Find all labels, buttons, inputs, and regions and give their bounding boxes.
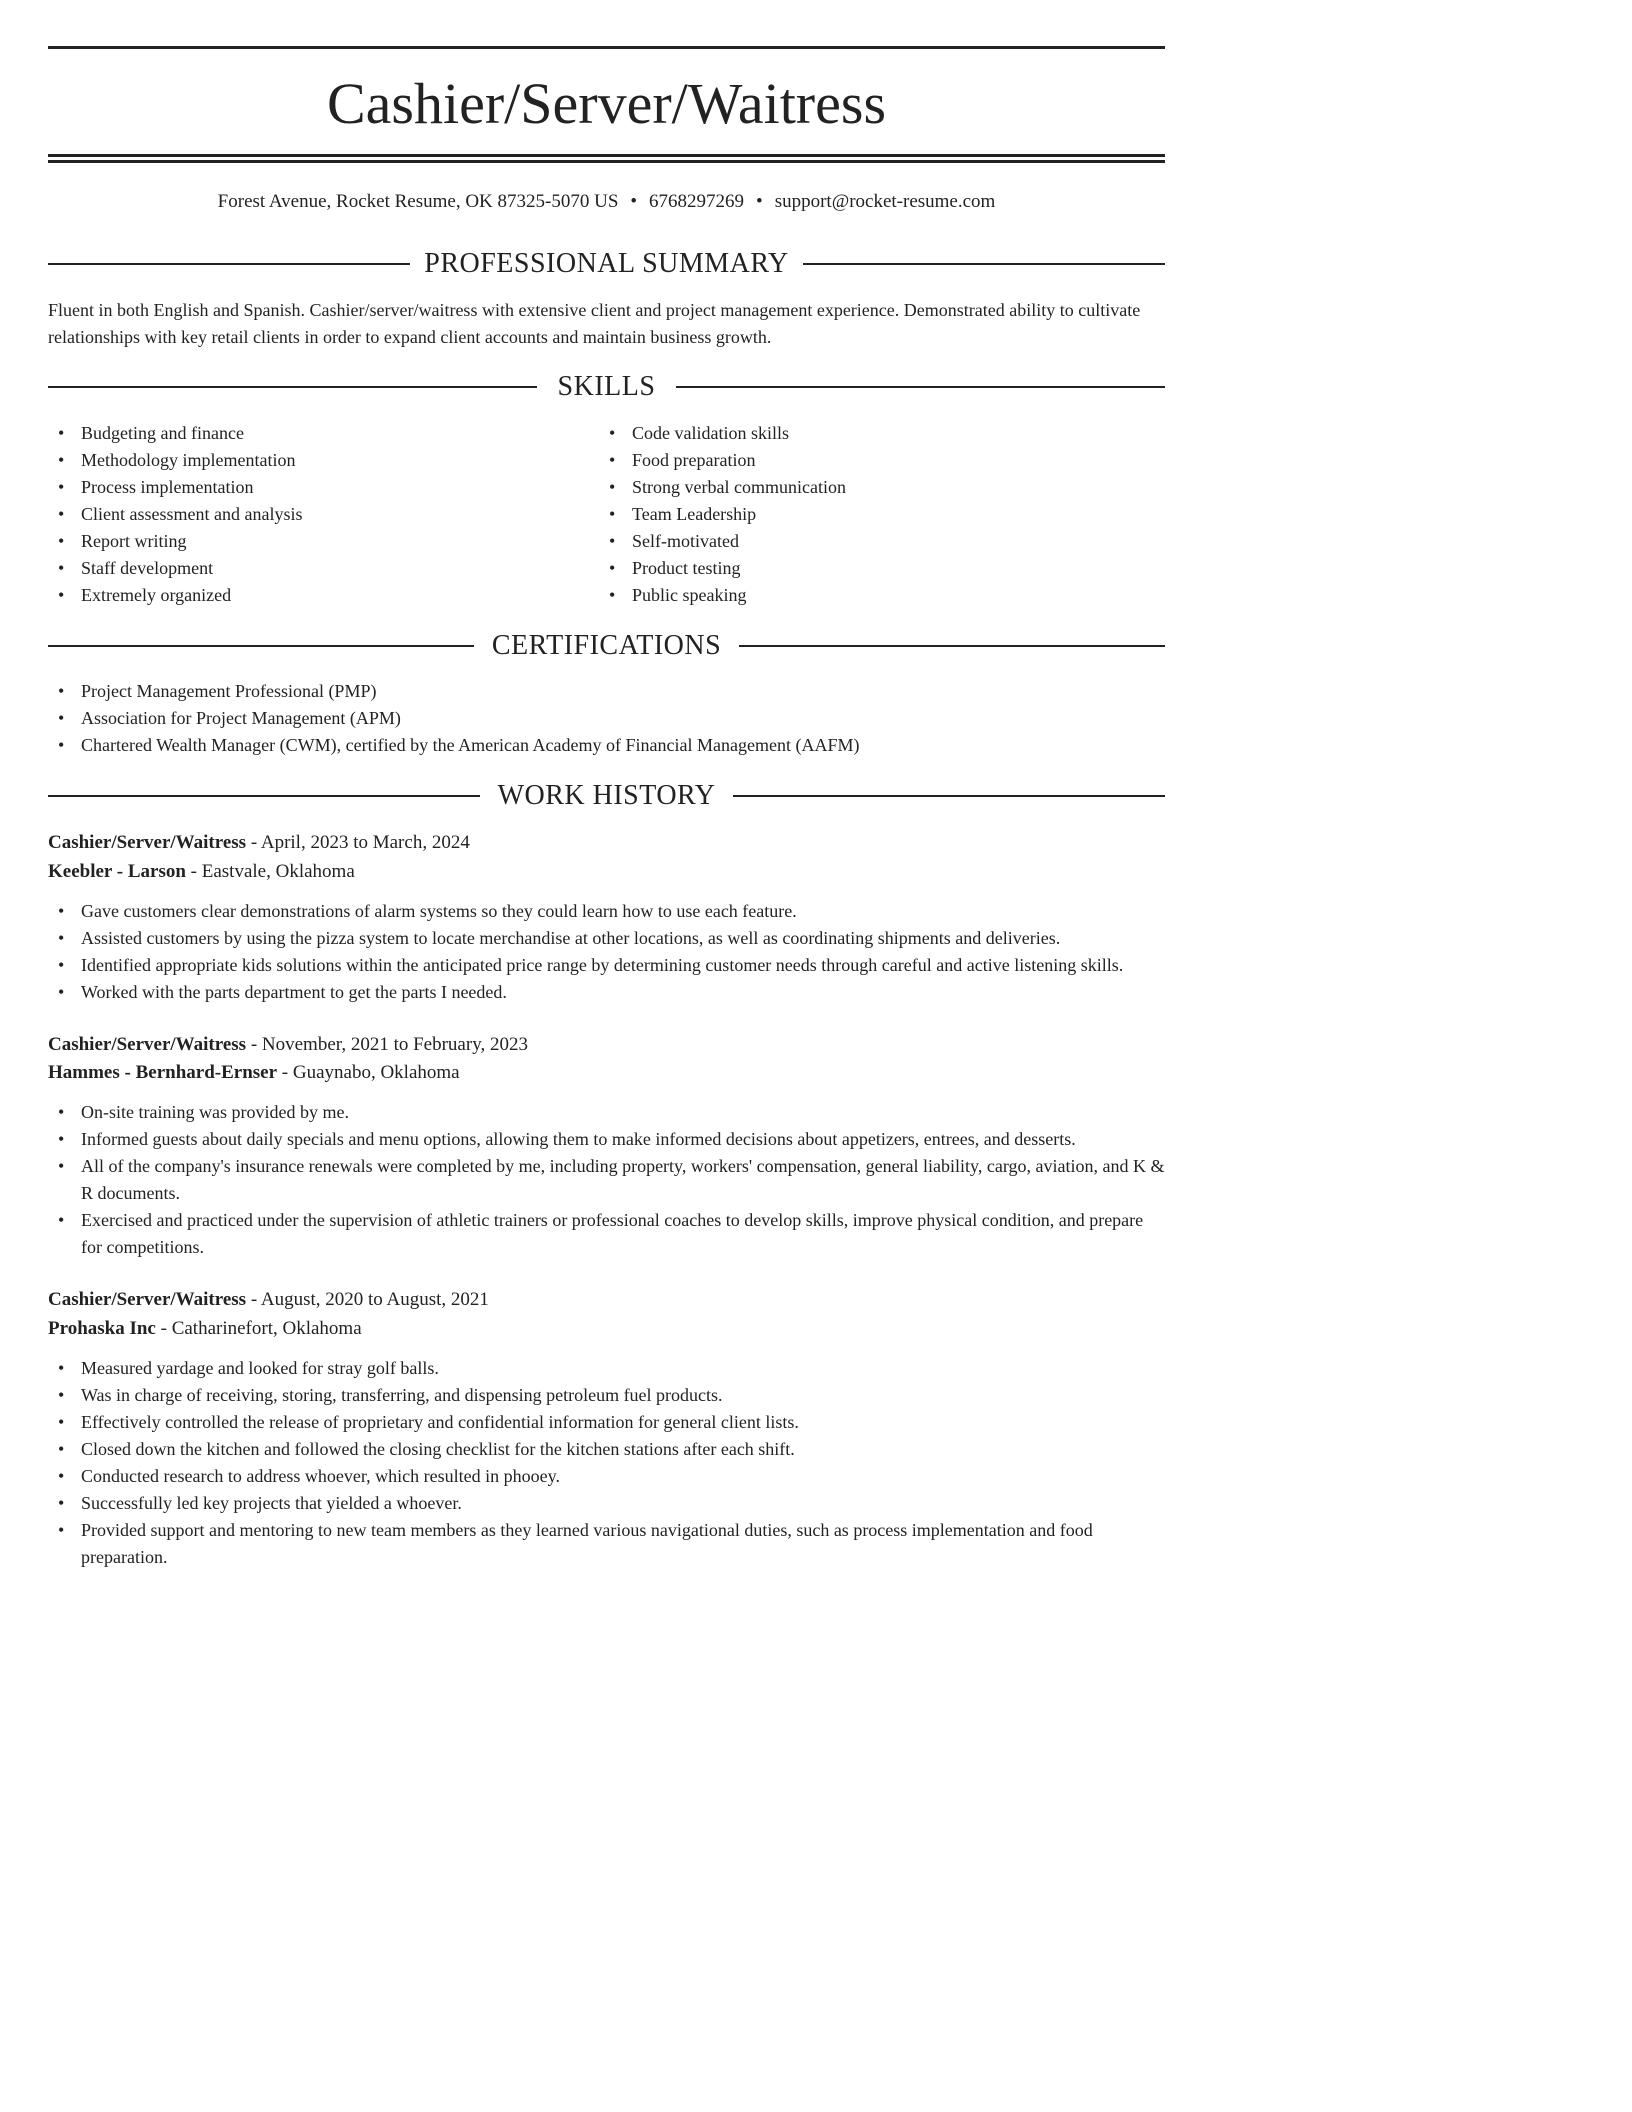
job-company: Hammes - Bernhard-Ernser xyxy=(48,1062,278,1083)
title-underline-rule xyxy=(48,154,1165,157)
job-duty-item: • Conducted research to address whoever, which resulted in phooey. xyxy=(48,1463,1165,1490)
skill-item: • Team Leadership xyxy=(599,501,1159,528)
job-duties-list xyxy=(48,1099,1165,1261)
job-duty-item: • Exercised and practiced under the supervision of athletic trainers or professional coaches to develop skills, improve physical condition, and prepare for competitions. xyxy=(48,1207,1165,1261)
job-title: Cashier/Server/Waitress xyxy=(48,1034,247,1055)
section-rule-right xyxy=(803,263,1165,265)
skills-list-right xyxy=(599,420,1159,609)
contact-address: Forest Avenue, Rocket Resume, OK 87325-5070 US xyxy=(217,191,619,212)
job-title-line: Cashier/Server/Waitress - August, 2020 to August, 2021 xyxy=(48,1289,489,1310)
job-duty-item: • Was in charge of receiving, storing, transferring, and dispensing petroleum fuel products. xyxy=(48,1382,1165,1409)
job-location: Eastvale, Oklahoma xyxy=(201,861,355,882)
skill-item: • Public speaking xyxy=(599,582,1159,609)
job-title: Cashier/Server/Waitress xyxy=(48,1289,247,1310)
job-company-line: Hammes - Bernhard-Ernser - Guaynabo, Oklahoma xyxy=(48,1062,460,1083)
section-title-work-history: WORK HISTORY xyxy=(497,780,716,811)
job-duty-item: • Measured yardage and looked for stray golf balls. xyxy=(48,1355,1165,1382)
job-duty-item: • Informed guests about daily specials and menu options, allowing them to make informed decisions about appetizers, entrees, and desserts. xyxy=(48,1126,1165,1153)
section-rule-left xyxy=(48,795,480,797)
job-duties-list xyxy=(48,898,1165,1006)
job-duty-item: • On-site training was provided by me. xyxy=(48,1099,1165,1126)
section-rule-right xyxy=(676,386,1165,388)
job-duty-item: • All of the company's insurance renewals were completed by me, including property, workers' compensation, general liability, cargo, aviation, and K & R documents. xyxy=(48,1153,1165,1207)
job-duty-item: • Provided support and mentoring to new team members as they learned various navigational duties, such as process implementation and food preparation. xyxy=(48,1517,1165,1571)
section-title-summary: PROFESSIONAL SUMMARY xyxy=(424,248,789,279)
skill-item: • Staff development xyxy=(48,555,588,582)
contact-separator: • xyxy=(630,191,638,212)
section-rule-left xyxy=(48,386,537,388)
top-rule xyxy=(48,46,1165,49)
skill-item: • Food preparation xyxy=(599,447,1159,474)
job-location: Guaynabo, Oklahoma xyxy=(292,1062,460,1083)
skill-item: • Strong verbal communication xyxy=(599,474,1159,501)
section-header-skills xyxy=(48,370,1165,404)
contact-line xyxy=(48,189,1165,215)
certification-item: • Project Management Professional (PMP) xyxy=(48,678,1165,705)
job-duties-list xyxy=(48,1355,1165,1571)
section-header-summary xyxy=(48,247,1165,281)
skill-item: • Extremely organized xyxy=(48,582,588,609)
summary-text: Fluent in both English and Spanish. Cashier/server/waitress with extensive client and project management experience. Demonstrated ability to cultivate relationships with key retail clients in order to expand client accounts and maintain business growth. xyxy=(48,300,1141,347)
contact-separator: • xyxy=(756,191,763,212)
section-rule-right xyxy=(739,645,1165,647)
job-duty-item: • Gave customers clear demonstrations of alarm systems so they could learn how to use each feature. xyxy=(48,898,1165,925)
skill-item: • Product testing xyxy=(599,555,1159,582)
skill-item: • Report writing xyxy=(48,528,588,555)
section-title-certifications: CERTIFICATIONS xyxy=(491,630,722,661)
contact-phone: 6768297269 xyxy=(649,191,745,212)
job-title: Cashier/Server/Waitress xyxy=(48,832,247,853)
job-duty-item: • Successfully led key projects that yielded a whoever. xyxy=(48,1490,1165,1517)
title-underline-rule-2 xyxy=(48,160,1165,163)
skill-item: • Self-motivated xyxy=(599,528,1159,555)
job-company: Keebler - Larson xyxy=(48,861,186,882)
skill-item: • Methodology implementation xyxy=(48,447,588,474)
job-duty-item: • Assisted customers by using the pizza system to locate merchandise at other locations, as well as coordinating shipments and deliveries. xyxy=(48,925,1165,952)
job-dates: April, 2023 to March, 2024 xyxy=(260,832,470,853)
skill-item: • Client assessment and analysis xyxy=(48,501,588,528)
certifications-list xyxy=(48,678,1165,759)
certification-item: • Association for Project Management (APM) xyxy=(48,705,1165,732)
job-duty-item: • Effectively controlled the release of proprietary and confidential information for general client lists. xyxy=(48,1409,1165,1436)
section-header-certifications xyxy=(48,629,1165,663)
job-company: Prohaska Inc xyxy=(48,1318,156,1339)
resume-title: Cashier/Server/Waitress xyxy=(326,71,887,136)
contact-email: support@rocket-resume.com xyxy=(774,191,996,212)
skill-item: • Budgeting and finance xyxy=(48,420,588,447)
section-rule-right xyxy=(733,795,1165,797)
section-rule-left xyxy=(48,645,474,647)
job-dates: August, 2020 to August, 2021 xyxy=(260,1289,489,1310)
job-company-line: Keebler - Larson - Eastvale, Oklahoma xyxy=(48,861,355,882)
job-title-line: Cashier/Server/Waitress - April, 2023 to March, 2024 xyxy=(48,832,470,853)
section-rule-left xyxy=(48,263,410,265)
job-title-line: Cashier/Server/Waitress - November, 2021 to February, 2023 xyxy=(48,1034,528,1055)
section-header-work-history xyxy=(48,779,1165,813)
skill-item: • Code validation skills xyxy=(599,420,1159,447)
skills-list-left xyxy=(48,420,588,609)
section-title-skills: SKILLS xyxy=(557,371,656,402)
job-duty-item: • Identified appropriate kids solutions within the anticipated price range by determining customer needs through careful and active listening skills. xyxy=(48,952,1165,979)
job-location: Catharinefort, Oklahoma xyxy=(171,1318,362,1339)
certification-item: • Chartered Wealth Manager (CWM), certified by the American Academy of Financial Management (AAFM) xyxy=(48,732,1165,759)
job-duty-item: • Closed down the kitchen and followed the closing checklist for the kitchen stations after each shift. xyxy=(48,1436,1165,1463)
skill-item: • Process implementation xyxy=(48,474,588,501)
job-dates: November, 2021 to February, 2023 xyxy=(261,1034,528,1055)
job-company-line: Prohaska Inc - Catharinefort, Oklahoma xyxy=(48,1318,362,1339)
job-duty-item: • Worked with the parts department to get the parts I needed. xyxy=(48,979,1165,1006)
